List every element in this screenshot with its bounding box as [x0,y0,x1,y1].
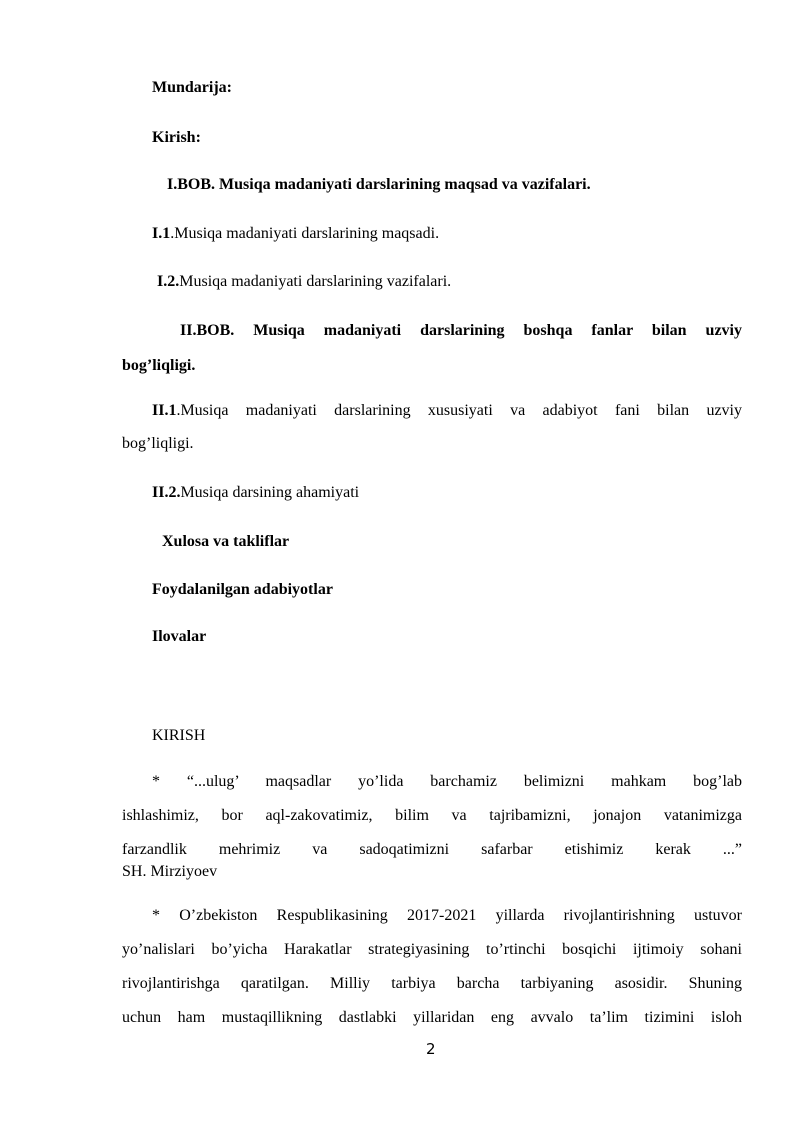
paragraph-line-1: * O’zbekiston Respublikasining 2017-2021 yillarda rivojlantirishning ustuvor [152,907,742,924]
quote-line-3: farzandlik mehrimiz va sadoqatimizni safarbar etishimiz kerak ...” [122,841,742,858]
section-2-1-line-2: bog’liqligi. [122,435,194,452]
chapter-2-text: II.BOB. Musiqa madaniyati darslarining boshqa fanlar bilan uzviy [180,322,742,339]
intro-heading: KIRISH [152,727,206,744]
section-number: I.1 [152,225,171,242]
toc-chapter-1: I.BOB. Musiqa madaniyati darslarining maqsad va vazifalari. [167,176,591,193]
section-title: Musiqa darsining ahamiyati [180,484,360,501]
section-title: Musiqa madaniyati darslarining vazifalari. [179,273,452,290]
section-title: .Musiqa madaniyati darslarining xususiyati va adabiyot fani bilan uzviy [176,402,742,419]
toc-kirish: Kirish: [152,129,201,146]
quote-line-1: * “...ulug’ maqsadlar yo’lida barchamiz belimizni mahkam bog’lab [152,773,742,790]
section-number: I.2. [157,273,180,290]
toc-section-1-2 [157,272,451,292]
toc-references: Foydalanilgan adabiyotlar [152,581,333,598]
section-number: II.2. [152,484,181,501]
chapter-2-line-2: bog’liqligi. [122,357,196,374]
section-number: II.1 [152,402,177,419]
intro-paragraph [122,906,742,1028]
quote-author: SH. Mirziyoev [122,863,218,880]
toc-section-2-1 [122,401,742,454]
toc-section-1-1 [152,224,439,244]
section-2-1-line-1 [122,401,742,421]
toc-section-2-2 [152,483,359,503]
paragraph-line-2: yo’nalislari bo’yicha Harakatlar strategiyasining to’rtinchi bosqichi ijtimoiy sohani [122,941,742,958]
toc-title: Mundarija: [152,79,232,96]
quote-line-2: ishlashimiz, bor aql-zakovatimiz, bilim va tajribamizni, jonajon vatanimizga [122,807,742,824]
toc-appendix: Ilovalar [152,628,207,645]
paragraph-line-4: uchun ham mustaqillikning dastlabki yillaridan eng avvalo ta’lim tizimini isloh [122,1009,742,1026]
paragraph-line-3: rivojlantirishga qaratilgan. Milliy tarbiya barcha tarbiyaning asosidir. Shuning [122,975,742,992]
toc-conclusion: Xulosa va takliflar [162,533,290,550]
section-title: .Musiqa madaniyati darslarining maqsadi. [170,225,440,242]
chapter-2-line-1 [122,321,742,341]
page-number: 2 [426,1040,436,1058]
toc-chapter-2 [122,321,742,376]
intro-quote [122,772,742,882]
